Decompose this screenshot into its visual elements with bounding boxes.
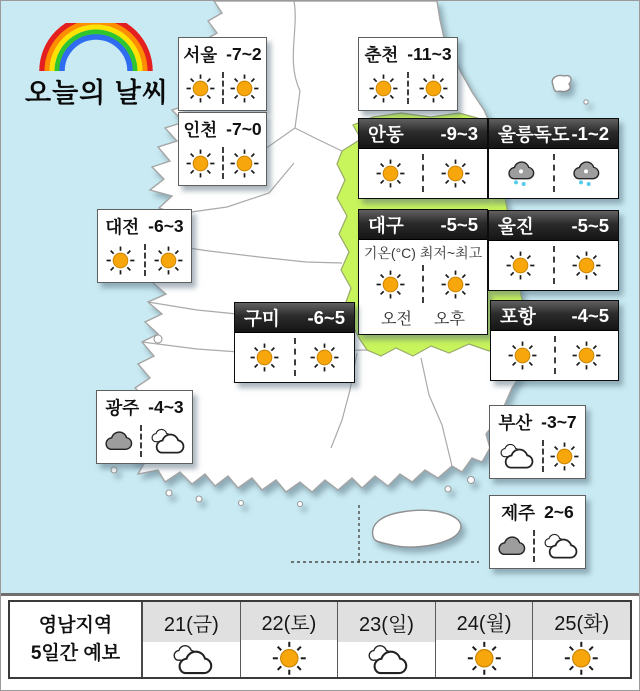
sunny-icon xyxy=(375,158,406,189)
city-box-chuncheon xyxy=(358,37,458,111)
cloudy-icon xyxy=(102,430,135,452)
partly-cloudy-icon xyxy=(495,443,536,470)
temp-scale-label: 기온(°C) 최저~최고 xyxy=(363,245,483,261)
partly-cloudy-icon xyxy=(146,428,187,455)
sunny-icon xyxy=(249,342,280,373)
sunny-icon xyxy=(418,73,449,104)
city-box-andong xyxy=(358,118,488,199)
city-header xyxy=(359,210,487,240)
partly-cloudy-icon xyxy=(539,533,580,560)
city-box-busan xyxy=(489,405,586,479)
city-box-gwangju xyxy=(96,390,193,464)
sunny-icon xyxy=(440,269,471,300)
sunny-icon xyxy=(105,245,136,276)
city-temp-range: -4~5 xyxy=(571,304,609,326)
city-header xyxy=(359,38,457,67)
am-pm-icons xyxy=(235,333,354,382)
forecast-region-label xyxy=(10,602,143,677)
sunny-icon xyxy=(153,245,184,276)
city-name: 대구 xyxy=(368,214,404,236)
am-pm-icons xyxy=(179,142,266,185)
city-name: 광주 xyxy=(105,398,140,418)
sunny-icon xyxy=(309,342,340,373)
forecast-day-column xyxy=(338,602,436,677)
partly-cloudy-icon xyxy=(167,644,215,676)
am-pm-divider xyxy=(422,265,424,303)
city-name: 인천 xyxy=(183,120,218,140)
city-header xyxy=(491,301,618,331)
city-box-pohang xyxy=(490,300,619,381)
cloudy-icon xyxy=(495,535,528,557)
am-pm-divider xyxy=(140,425,142,457)
city-header xyxy=(98,210,191,239)
ulleungdo-island xyxy=(552,75,571,91)
partly-cloudy-icon xyxy=(362,644,410,676)
jeju-island xyxy=(373,510,461,547)
city-temp-range: -9~3 xyxy=(440,122,478,144)
sunny-icon xyxy=(466,640,503,677)
forecast-day-label: 25(화) xyxy=(533,602,630,640)
rainbow-icon xyxy=(35,23,157,71)
am-pm-icons xyxy=(489,149,618,198)
forecast-day-label: 21(금) xyxy=(143,602,240,642)
am-pm-labels xyxy=(359,306,487,334)
am-pm-icons xyxy=(359,67,457,110)
sunny-icon xyxy=(571,340,602,371)
am-pm-icons xyxy=(490,435,585,478)
am-pm-divider xyxy=(533,530,535,562)
city-temp-range: -11~3 xyxy=(407,44,452,64)
city-header xyxy=(489,119,618,149)
am-pm-divider xyxy=(144,244,146,276)
city-temp-range: -7~0 xyxy=(226,119,262,139)
snow-icon xyxy=(570,160,602,187)
snow-icon xyxy=(505,160,537,187)
city-box-daegu xyxy=(358,209,488,335)
city-temp-range: -7~2 xyxy=(226,44,262,64)
city-header xyxy=(179,113,266,142)
sunny-icon xyxy=(368,73,399,104)
korea-weather-map xyxy=(1,1,639,596)
am-pm-divider xyxy=(542,440,544,472)
forecast-day-column xyxy=(143,602,241,677)
city-name: 서울 xyxy=(183,45,218,65)
city-temp-range: -4~3 xyxy=(148,397,184,417)
city-temp-range: -6~3 xyxy=(148,216,184,236)
forecast-day-column xyxy=(241,602,339,677)
city-box-seoul xyxy=(178,37,267,111)
am-pm-divider xyxy=(553,246,555,284)
city-box-jeju xyxy=(489,495,586,569)
city-temp-range: -6~5 xyxy=(307,306,345,328)
page-title: 오늘의 날씨 xyxy=(25,78,169,108)
forecast-day-icon xyxy=(143,642,240,677)
city-name: 부산 xyxy=(498,413,533,433)
sunny-icon xyxy=(563,640,600,677)
am-pm-icons xyxy=(98,239,191,282)
region-label-line1: 영남지역 xyxy=(38,614,113,636)
city-box-gumi xyxy=(234,302,355,383)
am-pm-divider xyxy=(222,147,224,179)
city-box-uljin xyxy=(488,210,619,291)
sunny-icon xyxy=(440,158,471,189)
city-box-ulleungdokdo xyxy=(488,118,619,199)
forecast-day-label: 23(일) xyxy=(338,602,435,642)
city-temp-range: 2~6 xyxy=(544,502,574,522)
am-pm-divider xyxy=(422,154,424,192)
forecast-day-icon xyxy=(338,642,435,677)
am-pm-icons xyxy=(179,67,266,110)
city-name: 춘천 xyxy=(364,45,399,65)
forecast-day-icon xyxy=(241,640,338,677)
forecast-days xyxy=(143,602,630,677)
sunny-icon xyxy=(549,441,580,472)
am-pm-divider xyxy=(554,336,556,374)
sunny-icon xyxy=(229,73,260,104)
sunny-icon xyxy=(185,148,216,179)
sunny-icon xyxy=(229,148,260,179)
am-pm-divider xyxy=(222,72,224,104)
forecast-day-label: 22(토) xyxy=(241,602,338,640)
sunny-icon xyxy=(271,640,308,677)
sunny-icon xyxy=(571,250,602,281)
city-name: 울릉독도 xyxy=(498,123,570,145)
forecast-day-icon xyxy=(436,640,533,677)
am-pm-icons xyxy=(359,149,487,198)
city-box-daejeon xyxy=(97,209,192,283)
forecast-day-icon xyxy=(533,640,630,677)
sunny-icon xyxy=(185,73,216,104)
forecast-day-column xyxy=(533,602,630,677)
city-name: 포항 xyxy=(500,305,536,327)
am-pm-icons xyxy=(490,525,585,568)
city-header xyxy=(235,303,354,333)
am-pm-divider xyxy=(553,154,555,192)
city-name: 안동 xyxy=(368,123,404,145)
sunny-icon xyxy=(505,250,536,281)
city-box-incheon xyxy=(178,112,267,186)
am-pm-divider xyxy=(407,72,409,104)
city-name: 구미 xyxy=(244,307,280,329)
city-header xyxy=(97,391,192,420)
am-pm-icons xyxy=(489,241,618,290)
city-header xyxy=(489,211,618,241)
city-name: 제주 xyxy=(501,503,536,523)
city-temp-range: -3~7 xyxy=(541,412,577,432)
sunny-icon xyxy=(375,269,406,300)
sunny-icon xyxy=(507,340,538,371)
city-name: 울진 xyxy=(498,215,534,237)
forecast-day-label: 24(월) xyxy=(436,602,533,640)
region-label-line2: 5일간 예보 xyxy=(30,642,121,664)
am-label: 오전 xyxy=(381,311,412,328)
city-temp-range: -1~2 xyxy=(571,122,609,144)
am-pm-icons xyxy=(359,263,487,306)
city-temp-range: -5~5 xyxy=(440,213,478,235)
am-pm-icons xyxy=(97,420,192,463)
city-temp-range: -5~5 xyxy=(571,214,609,236)
city-name: 대전 xyxy=(105,217,140,237)
forecast-day-column xyxy=(436,602,534,677)
city-header xyxy=(490,406,585,435)
am-pm-divider xyxy=(294,338,296,376)
forecast-table xyxy=(8,600,632,679)
pm-label: 오후 xyxy=(434,311,465,328)
city-header xyxy=(490,496,585,525)
am-pm-icons xyxy=(491,331,618,380)
city-header xyxy=(359,119,487,149)
city-header xyxy=(179,38,266,67)
